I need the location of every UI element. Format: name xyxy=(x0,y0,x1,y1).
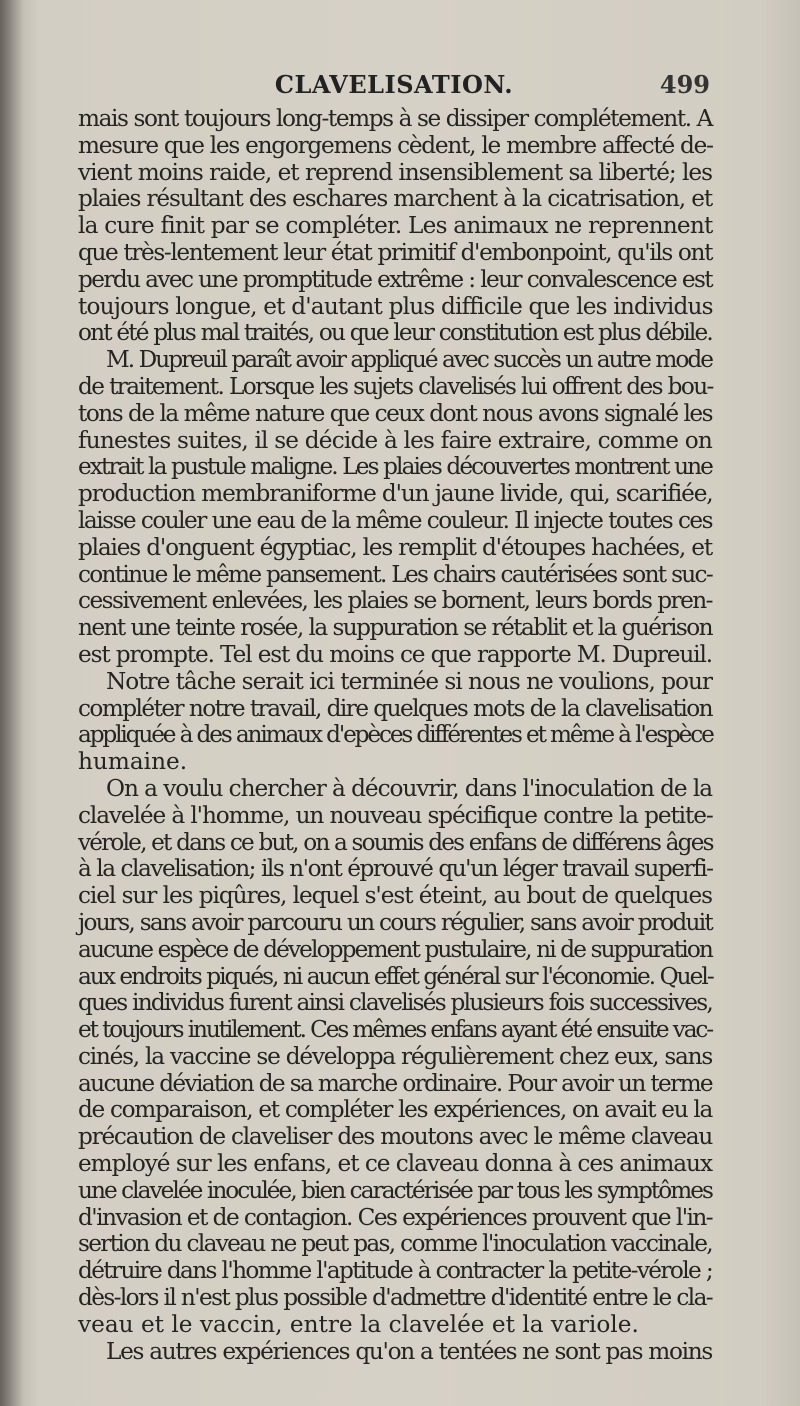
text-line: plaies résultant des eschares marchent à la cicatrisation, et xyxy=(78,185,712,213)
text-line: compléter notre travail, dire quelques mots de la clavelisation xyxy=(78,694,712,722)
text-line: employé sur les enfans, et ce claveau donna à ces animaux xyxy=(78,1150,712,1178)
running-title: CLAVELISATION. xyxy=(274,70,514,99)
text-line: une clavelée inoculée, bien caractérisée par tous les symptômes xyxy=(78,1176,713,1204)
text-line: aux endroits piqués, ni aucun effet général sur l'économie. Quel- xyxy=(78,962,713,990)
text-line: et toujours inutilement. Ces mêmes enfans ayant été ensuite vac- xyxy=(78,1016,713,1044)
text-line: laisse couler une eau de la même couleur. Il injecte toutes ces xyxy=(78,506,712,534)
text-line: la cure finit par se compléter. Les animaux ne reprennent xyxy=(78,212,713,240)
text-line: de traitement. Lorsque les sujets clavelisés lui offrent des bou- xyxy=(78,372,713,400)
text-line: détruire dans l'homme l'aptitude à contracter la petite-vérole ; xyxy=(78,1257,712,1285)
binding-shadow xyxy=(0,0,24,1406)
page-number: 499 xyxy=(659,70,710,99)
text-line: continue le même pansement. Les chairs cautérisées sont suc- xyxy=(78,560,712,588)
text-line: mais sont toujours long-temps à se dissiper complétement. A xyxy=(78,105,713,132)
text-line: perdu avec une promptitude extrême : leur convalescence est xyxy=(78,265,712,293)
text-line: est prompte. Tel est du moins ce que rapporte M. Dupreuil. xyxy=(78,640,712,668)
text-line: nent une teinte rosée, la suppuration se rétablit et la guérison xyxy=(78,614,712,642)
text-line: cinés, la vaccine se développa régulièrement chez eux, sans xyxy=(78,1042,713,1070)
text-line: de comparaison, et compléter les expériences, on avait eu la xyxy=(78,1096,712,1124)
text-line: Les autres expériences qu'on a tentées ne sont pas moins xyxy=(106,1337,713,1365)
text-line: vient moins raide, et reprend insensiblement sa liberté; les xyxy=(78,158,713,186)
text-line: d'invasion et de contagion. Ces expériences prouvent que l'in- xyxy=(78,1203,713,1231)
text-line: vérole, et dans ce but, on a soumis des enfans de différens âges xyxy=(78,828,713,856)
text-line: ques individus furent ainsi clavelisés plusieurs fois successives, xyxy=(78,989,712,1017)
text-line: appliquée à des animaux d'epèces différentes et même à l'espèce xyxy=(78,721,713,749)
text-line: production membraniforme d'un jaune livide, qui, scarifiée, xyxy=(78,480,713,508)
text-line: humaine. xyxy=(78,748,188,776)
text-line: sertion du claveau ne peut pas, comme l'inoculation vaccinale, xyxy=(78,1230,712,1258)
text-line: funestes suites, il se décide à les faire extraire, comme on xyxy=(78,426,713,454)
text-line: aucune espèce de développement pustulaire, ni de suppuration xyxy=(78,935,712,963)
text-line: tons de la même nature que ceux dont nous avons signalé les xyxy=(78,399,713,427)
text-line: dès-lors il n'est plus possible d'admettre d'identité entre le cla- xyxy=(78,1284,713,1312)
text-line: à la clavelisation; ils n'ont éprouvé qu'un léger travail superfi- xyxy=(78,855,713,883)
text-line: aucune déviation de sa marche ordinaire. Pour avoir un terme xyxy=(78,1069,713,1097)
text-line: Notre tâche serait ici terminée si nous ne voulions, pour xyxy=(106,667,712,695)
body-text xyxy=(78,106,712,1365)
text-line: précaution de claveliser des moutons avec le même claveau xyxy=(78,1123,713,1151)
text-line: cessivement enlevées, les plaies se bornent, leurs bords pren- xyxy=(78,587,712,615)
text-line: ont été plus mal traités, ou que leur constitution est plus débile. xyxy=(78,319,712,347)
text-line: toujours longue, et d'autant plus difficile que les individus xyxy=(78,292,713,320)
text-line: M. Dupreuil paraît avoir appliqué avec succès un autre mode xyxy=(106,346,713,374)
text-line: plaies d'onguent égyptiac, les remplit d'étoupes hachées, et xyxy=(78,533,712,561)
running-head xyxy=(78,70,710,102)
text-line: jours, sans avoir parcouru un cours régulier, sans avoir produit xyxy=(78,908,713,936)
text-line: mesure que les engorgemens cèdent, le membre affecté de- xyxy=(78,131,713,159)
text-line: que très-lentement leur état primitif d'embonpoint, qu'ils ont xyxy=(78,238,713,266)
text-line: clavelée à l'homme, un nouveau spécifique contre la petite- xyxy=(78,801,713,829)
text-line: veau et le vaccin, entre la clavelée et la variole. xyxy=(78,1310,639,1338)
text-line: ciel sur les piqûres, lequel s'est éteint, au bout de quelques xyxy=(78,882,712,910)
text-line: extrait la pustule maligne. Les plaies découvertes montrent une xyxy=(78,453,713,481)
text-line: On a voulu chercher à découvrir, dans l'inoculation de la xyxy=(106,774,713,802)
